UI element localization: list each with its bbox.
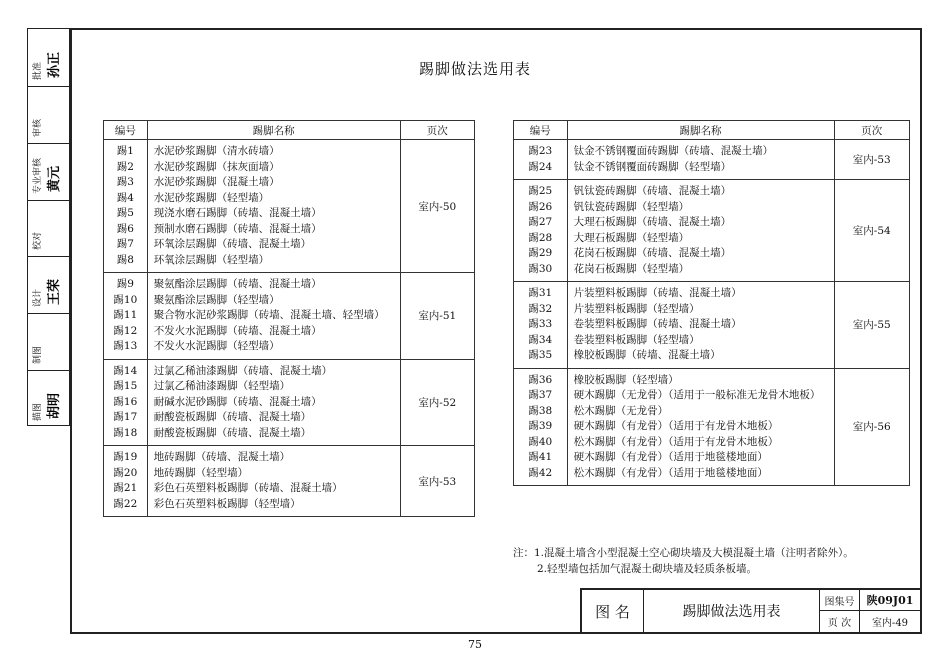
item-code: 踢36 bbox=[528, 373, 553, 386]
table-row bbox=[104, 446, 475, 517]
item-code: 踢35 bbox=[528, 349, 553, 361]
page-cell: 室内-50 bbox=[400, 140, 474, 273]
sidebar-divider bbox=[28, 143, 69, 144]
table-row bbox=[104, 273, 475, 360]
item-name: 松木踢脚（无龙骨） bbox=[573, 404, 669, 417]
sidebar-role-label: 专业审核 bbox=[33, 157, 43, 194]
item-code: 踢8 bbox=[116, 253, 134, 266]
item-name: 环氧涂层踢脚（砖墙、混凝土墙） bbox=[153, 238, 312, 250]
sidebar-role-label: 校对 bbox=[33, 232, 43, 251]
item-name: 松木踢脚（有龙骨）（适用于有龙骨木地板） bbox=[573, 435, 779, 448]
code-cell bbox=[514, 368, 568, 486]
item-code: 踢23 bbox=[528, 145, 553, 157]
header-page: 页次 bbox=[834, 121, 910, 140]
title-block-name: 踢脚做法选用表 bbox=[644, 590, 820, 632]
page-cell: 室内-56 bbox=[834, 368, 910, 486]
title-block-label: 图 名 bbox=[582, 590, 644, 632]
item-name: 耐酸瓷板踢脚（砖墙、混凝土墙） bbox=[153, 411, 312, 423]
item-name: 水泥砂浆踢脚（清水砖墙） bbox=[153, 145, 280, 157]
name-cell bbox=[147, 446, 400, 517]
item-code: 踢37 bbox=[528, 389, 553, 401]
sidebar-divider bbox=[28, 256, 69, 257]
header-name: 踢脚名称 bbox=[147, 121, 400, 140]
item-code: 踢39 bbox=[528, 420, 553, 432]
item-name: 水泥砂浆踢脚（抹灰面墙） bbox=[153, 160, 280, 173]
name-cell bbox=[147, 140, 400, 273]
item-name: 水泥砂浆踢脚（混凝土墙） bbox=[153, 176, 280, 188]
item-code: 踢31 bbox=[528, 287, 553, 299]
item-code: 踢24 bbox=[528, 160, 553, 173]
table-row bbox=[514, 368, 910, 486]
name-cell bbox=[147, 359, 400, 446]
item-code: 踢33 bbox=[528, 318, 553, 330]
item-code: 踢28 bbox=[528, 231, 553, 244]
sidebar-divider bbox=[28, 200, 69, 201]
page-cell: 室内-53 bbox=[400, 446, 474, 517]
item-name: 钒钛瓷砖踢脚（轻型墙） bbox=[573, 200, 690, 213]
item-name: 大理石板踢脚（砖墙、混凝土墙） bbox=[573, 216, 732, 228]
page-value: 室内-49 bbox=[871, 618, 909, 629]
item-code: 踢30 bbox=[528, 262, 553, 275]
item-code: 踢1 bbox=[116, 145, 134, 157]
item-code: 踢22 bbox=[113, 497, 138, 510]
item-name: 大理石板踢脚（轻型墙） bbox=[573, 231, 690, 244]
sidebar-role-label: 描图 bbox=[33, 402, 43, 421]
item-name: 过氯乙稀油漆踢脚（轻型墙） bbox=[153, 380, 291, 392]
item-name: 环氧涂层踢脚（轻型墙） bbox=[153, 253, 270, 266]
left-table bbox=[103, 120, 475, 517]
item-code: 踢15 bbox=[113, 380, 138, 392]
sidebar-divider bbox=[28, 370, 69, 371]
title-block bbox=[580, 588, 922, 634]
item-code: 踢18 bbox=[113, 426, 138, 439]
item-name: 耐酸瓷板踢脚（砖墙、混凝土墙） bbox=[153, 426, 312, 439]
item-name: 聚氨酯涂层踢脚（轻型墙） bbox=[153, 293, 280, 306]
page-cell: 室内-54 bbox=[834, 180, 910, 282]
item-code: 踢3 bbox=[116, 176, 134, 188]
item-code: 踢38 bbox=[528, 404, 553, 417]
header-page: 页次 bbox=[400, 121, 474, 140]
item-code: 踢19 bbox=[113, 451, 138, 463]
item-name: 不发火水泥踢脚（轻型墙） bbox=[153, 340, 280, 352]
header-name: 踢脚名称 bbox=[567, 121, 834, 140]
item-code: 踢13 bbox=[113, 340, 138, 352]
page-label: 页 次 bbox=[820, 611, 860, 632]
table-row bbox=[514, 282, 910, 369]
item-name: 现浇水磨石踢脚（砖墙、混凝土墙） bbox=[153, 207, 322, 219]
item-code: 踢14 bbox=[113, 364, 138, 377]
code-cell bbox=[104, 359, 148, 446]
sidebar-role-label: 制图 bbox=[33, 346, 43, 365]
item-code: 踢7 bbox=[116, 238, 134, 250]
table-row bbox=[514, 140, 910, 180]
item-code: 踢34 bbox=[528, 333, 553, 346]
item-name: 花岗石板踢脚（砖墙、混凝土墙） bbox=[573, 247, 732, 259]
item-name: 片装塑料板踢脚（轻型墙） bbox=[573, 302, 700, 315]
item-name: 耐碱水泥砂踢脚（砖墙、混凝土墙） bbox=[153, 395, 322, 408]
item-name: 卷装塑料板踢脚（轻型墙） bbox=[573, 333, 700, 346]
item-code: 踢5 bbox=[116, 207, 134, 219]
item-code: 踢20 bbox=[113, 466, 138, 479]
item-code: 踢21 bbox=[113, 482, 138, 494]
code-cell bbox=[514, 282, 568, 369]
item-code: 踢26 bbox=[528, 200, 553, 213]
page-number: 75 bbox=[468, 638, 482, 651]
item-code: 踢40 bbox=[528, 435, 553, 448]
item-code: 踢32 bbox=[528, 302, 553, 315]
item-name: 橡胶板踢脚（砖墙、混凝土墙） bbox=[573, 349, 721, 361]
set-label: 图集号 bbox=[820, 590, 860, 611]
item-code: 踢41 bbox=[528, 451, 553, 463]
header-code: 编号 bbox=[514, 121, 568, 140]
name-cell bbox=[147, 273, 400, 360]
page-cell: 室内-53 bbox=[834, 140, 910, 180]
page-cell: 室内-51 bbox=[400, 273, 474, 360]
note-line-1: 注：1.混凝土墙含小型混凝土空心砌块墙及大模混凝土墙（注明者除外）。 bbox=[513, 547, 854, 559]
name-cell bbox=[567, 140, 834, 180]
notes bbox=[513, 545, 854, 577]
sidebar-signature: 孙正 bbox=[47, 51, 62, 78]
item-name: 松木踢脚（有龙骨）（适用于地毯楼地面） bbox=[573, 466, 768, 479]
sidebar-divider bbox=[28, 313, 69, 314]
item-name: 片装塑料板踢脚（砖墙、混凝土墙） bbox=[573, 287, 742, 299]
code-cell bbox=[104, 140, 148, 273]
item-code: 踢42 bbox=[528, 466, 553, 479]
item-code: 踢4 bbox=[116, 191, 134, 204]
item-name: 过氯乙稀油漆踢脚（砖墙、混凝土墙） bbox=[153, 364, 333, 377]
sidebar-role-label: 设计 bbox=[33, 289, 43, 308]
item-name: 预制水磨石踢脚（砖墙、混凝土墙） bbox=[153, 222, 322, 235]
item-code: 踢17 bbox=[113, 411, 138, 423]
item-code: 踢12 bbox=[113, 324, 138, 337]
item-name: 硬木踢脚（有龙骨）（适用于地毯楼地面） bbox=[573, 451, 768, 463]
item-name: 彩色石英塑料板踢脚（砖墙、混凝土墙） bbox=[153, 482, 343, 494]
table-row bbox=[104, 359, 475, 446]
item-code: 踢29 bbox=[528, 247, 553, 259]
page-cell: 室内-55 bbox=[834, 282, 910, 369]
item-name: 卷装塑料板踢脚（砖墙、混凝土墙） bbox=[573, 318, 742, 330]
item-name: 彩色石英塑料板踢脚（轻型墙） bbox=[153, 497, 301, 510]
item-name: 地砖踢脚（轻型墙） bbox=[153, 466, 249, 479]
code-cell bbox=[514, 180, 568, 282]
item-code: 踢16 bbox=[113, 395, 138, 408]
sidebar-divider bbox=[28, 86, 69, 87]
item-name: 硬木踢脚（有龙骨）（适用于有龙骨木地板） bbox=[573, 420, 779, 432]
name-cell bbox=[567, 368, 834, 486]
item-name: 不发火水泥踢脚（砖墙、混凝土墙） bbox=[153, 324, 322, 337]
sidebar-role-label: 批准 bbox=[33, 61, 43, 80]
item-name: 花岗石板踢脚（轻型墙） bbox=[573, 262, 690, 275]
item-code: 踢27 bbox=[528, 216, 553, 228]
item-name: 聚氨酯涂层踢脚（砖墙、混凝土墙） bbox=[153, 278, 322, 290]
sidebar-signature: 王荣 bbox=[47, 279, 62, 306]
right-table bbox=[513, 120, 910, 486]
item-name: 硬木踢脚（无龙骨）（适用于一般标准无龙骨木地板） bbox=[573, 389, 821, 401]
item-code: 踢10 bbox=[113, 293, 138, 306]
item-code: 踢11 bbox=[113, 309, 138, 321]
item-name: 橡胶板踢脚（轻型墙） bbox=[573, 373, 679, 386]
item-name: 水泥砂浆踢脚（轻型墙） bbox=[153, 191, 270, 204]
header-code: 编号 bbox=[104, 121, 148, 140]
item-code: 踢9 bbox=[116, 278, 134, 290]
page-title: 踢脚做法选用表 bbox=[418, 60, 531, 78]
code-cell bbox=[514, 140, 568, 180]
approval-sidebar bbox=[27, 28, 70, 426]
table-row bbox=[104, 140, 475, 273]
item-name: 地砖踢脚（砖墙、混凝土墙） bbox=[153, 451, 291, 463]
item-code: 踢6 bbox=[116, 222, 134, 235]
item-name: 聚合物水泥砂浆踢脚（砖墙、混凝土墙、轻型墙） bbox=[153, 309, 385, 321]
item-name: 钛金不锈钢覆面砖踢脚（砖墙、混凝土墙） bbox=[573, 145, 774, 157]
set-value: 陕09J01 bbox=[860, 590, 920, 611]
item-code: 踢25 bbox=[528, 185, 553, 197]
sidebar-signature: 胡明 bbox=[47, 392, 62, 419]
item-code: 踢2 bbox=[116, 160, 134, 173]
item-name: 钒钛瓷砖踢脚（砖墙、混凝土墙） bbox=[573, 185, 732, 197]
page-cell: 室内-52 bbox=[400, 359, 474, 446]
note-line-2: 2.轻型墙包括加气混凝土砌块墙及轻质条板墙。 bbox=[537, 563, 758, 575]
table-row bbox=[514, 180, 910, 282]
code-cell bbox=[104, 273, 148, 360]
code-cell bbox=[104, 446, 148, 517]
item-name: 钛金不锈钢覆面砖踢脚（轻型墙） bbox=[573, 160, 732, 173]
name-cell bbox=[567, 180, 834, 282]
sidebar-role-label: 审核 bbox=[33, 118, 43, 137]
name-cell bbox=[567, 282, 834, 369]
sidebar-signature: 黄元 bbox=[47, 165, 62, 192]
